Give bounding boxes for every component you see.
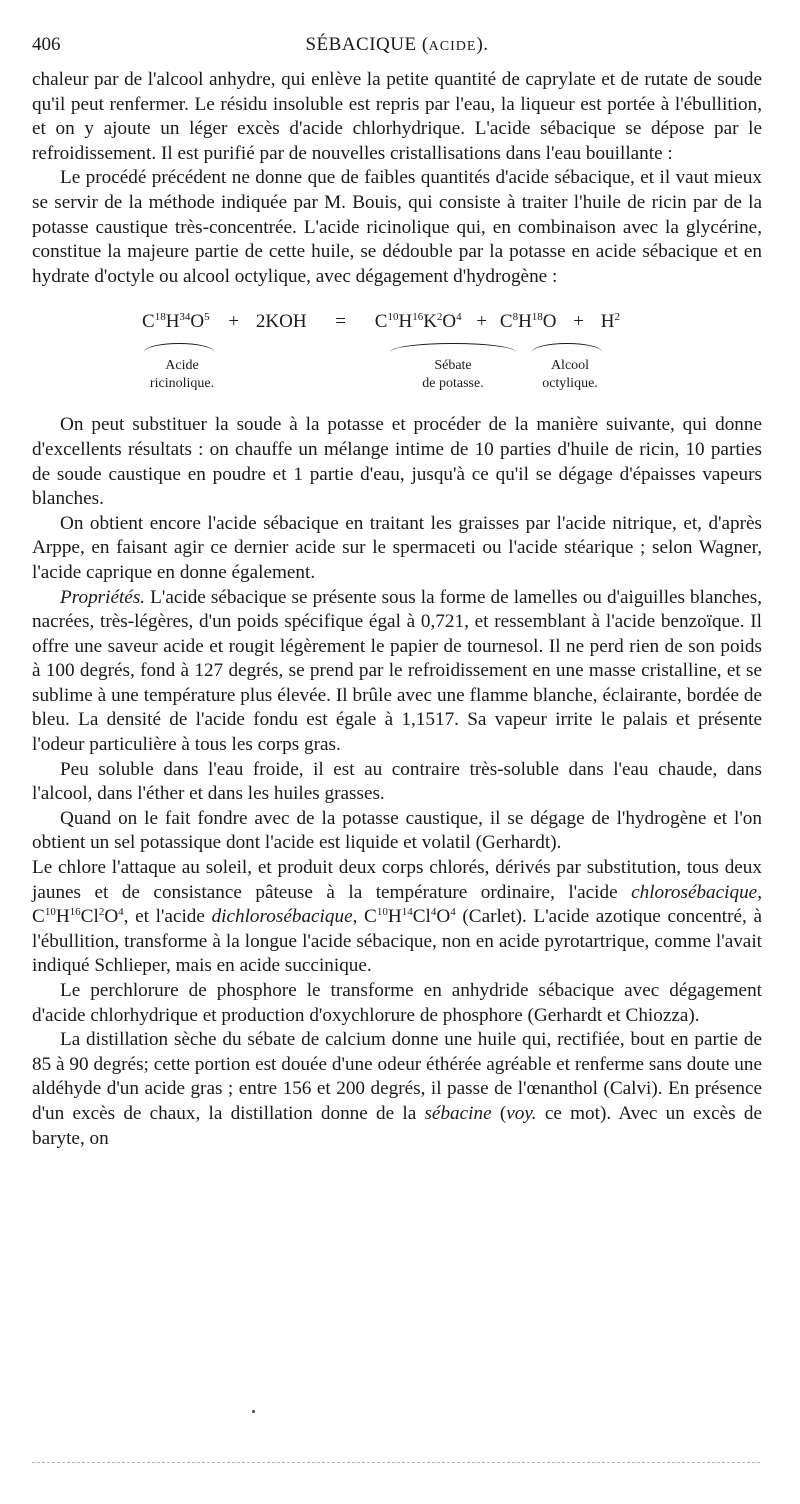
ink-speck xyxy=(252,1410,255,1413)
paragraph-2: Le procédé précédent ne donne que de faibles quantités d'acide sébacique, et il vaut mieux se servir de la méthode indiquée par M. Bouis, qui consiste à traiter l'huile de ricin par de la potasse caustique très-concentrée. L'acide ricinolique qui, en combinaison avec la glycérine, constitue la majeure partie de cette huile, se dédouble par la potasse en acide sébacique et en hydrate d'octyle ou alcool octylique, avec dégagement d'hydrogène : xyxy=(32,167,762,287)
plus-sign: + xyxy=(573,311,584,333)
formula-octyl-alcohol: $C^8H^{18}O$ xyxy=(499,311,557,333)
chemical-equation xyxy=(32,303,762,407)
paragraph-9: Le perchlorure de phosphore le transforme en anhydride sébacique avec dégagement d'acide chlorhydrique et production d'oxychlorure de phosphore (Gerhardt et Chiozza). xyxy=(32,980,762,1026)
term-dichlorosebacique: dichlorosébacique xyxy=(211,906,353,928)
page-number: 406 xyxy=(32,34,61,55)
footer-rule xyxy=(32,1462,760,1463)
equation-line xyxy=(142,311,620,333)
paragraph-4: On obtient encore l'acide sébacique en traitant les graisses par l'acide nitrique, et, d'après Arppe, en faisant agir ce dernier acide sur le spermaceti ou l'acide stéarique ; selon Wagner, l'acide caprique en donne également. xyxy=(32,512,762,583)
term-voy: voy. xyxy=(506,1102,537,1124)
label-octyl-alcohol: Alcool octylique. xyxy=(542,358,598,392)
plus-sign: + xyxy=(476,311,488,333)
running-head-small: ACIDE xyxy=(428,39,477,54)
paragraph-8: Le chlore l'attaque au soleil, et produit deux corps chlorés, dérivés par substitution, tous deux jaunes et de consistance pâteuse à la température ordinaire, l'acide chlorosébacique, $C^{10}H^{16}Cl^2O^4$, et l'acide dichlorosébacique, $C^{10}H^{14}Cl^4O^4$ (Carlet). L'acide azotique concentré, à l'ébullition, transforme à la longue l'acide sébacique, non en acide pyrotartrique, comme l'avait indiqué Schlieper, mais en acide succinique. xyxy=(32,857,762,977)
label-ricinoleic-acid: Acide ricinolique. xyxy=(149,358,215,392)
paragraph-7: Quand on le fait fondre avec de la potasse caustique, il se dégage de l'hydrogène et l'on obtient un sel potassique dont l'acide est liquide et volatil (Gerhardt). xyxy=(32,807,762,854)
label-sebate: Sébate de potasse. xyxy=(422,358,484,392)
paragraph-6: Peu soluble dans l'eau froide, il est au contraire très-soluble dans l'eau chaude, dans l'alcool, dans l'éther et dans les huiles grasses. xyxy=(32,758,762,805)
formula-ricinoleic-acid: $C^{18}H^{34}O^5$ xyxy=(142,311,210,333)
term-chlorosebacique: chlorosébacique xyxy=(631,881,758,903)
paragraph-5: Propriétés. L'acide sébacique se présente sous la forme de lamelles ou d'aiguilles blanches, nacrées, très-légères, d'un poids spécifique égal à 0,721, et ressemblant à l'acide benzoïque. Il offre une saveur acide et rougit légèrement le papier de tournesol. Il ne perd rien de son poids à 100 degrés, fond à 127 degrés, se prend par le refroidissement en une masse cristalline, et se sublime à une température plus élevée. Il brûle avec une flamme blanche, éclairante, bordée de bleu. La densité de l'acide fondu est égale à 1,1517. Sa vapeur irrite le palais et présente l'odeur particulière à tous les corps gras. xyxy=(32,586,762,756)
running-head xyxy=(32,34,762,56)
formula-koh: 2KOH xyxy=(255,311,307,333)
page-header xyxy=(32,34,762,68)
term-sebacine: sébacine xyxy=(424,1102,492,1124)
paragraph-1: chaleur par de l'alcool anhydre, qui enlève la petite quantité de caprylate et de rutate de soude qu'il peut renfermer. Le résidu insoluble est repris par l'eau, la liqueur est portée à l'ébullition, et on y ajoute un léger excès d'acide chlorhydrique. L'acide sébacique se dépose par le refroidissement. Il est purifié par de nouvelles cristallisations dans l'eau bouillante : xyxy=(32,69,762,164)
plus-sign: + xyxy=(228,311,240,333)
paragraph-10: La distillation sèche du sébate de calcium donne une huile qui, rectifiée, bout en partie de 85 à 90 degrés; cette portion est douée d'une odeur éthérée agréable et renferme sans doute une aldéhyde d'un acide gras ; entre 156 et 200 degrés, il passe de l'œnanthol (Calvi). En présence d'un excès de chaux, la distillation donne de la sébacine (voy. ce mot). Avec un excès de baryte, on xyxy=(32,1029,762,1149)
brace-ricinoleic xyxy=(144,343,214,352)
formula-sebate: $C^{10}H^{16}K^2O^4$ xyxy=(374,311,462,333)
equals-sign: = xyxy=(335,311,347,333)
formula-hydrogen: $H^2$ xyxy=(600,311,620,333)
section-label-proprietes: Propriétés. xyxy=(60,586,146,608)
paragraph-3: On peut substituer la soude à la potasse et procéder de la manière suivante, qui donne d'excellents résultats : on chauffe un mélange intime de 10 parties d'huile de ricin, 10 parties de soude caustique en poudre et 1 partie d'eau, jusqu'à ce qu'il se dégage d'épaisses vapeurs blanches. xyxy=(32,414,762,510)
running-head-main: SÉBACIQUE ( xyxy=(305,34,429,55)
page-body xyxy=(32,68,762,1151)
brace-sebate xyxy=(390,343,516,352)
brace-octyl xyxy=(532,343,602,352)
running-head-end: ). xyxy=(476,34,489,55)
